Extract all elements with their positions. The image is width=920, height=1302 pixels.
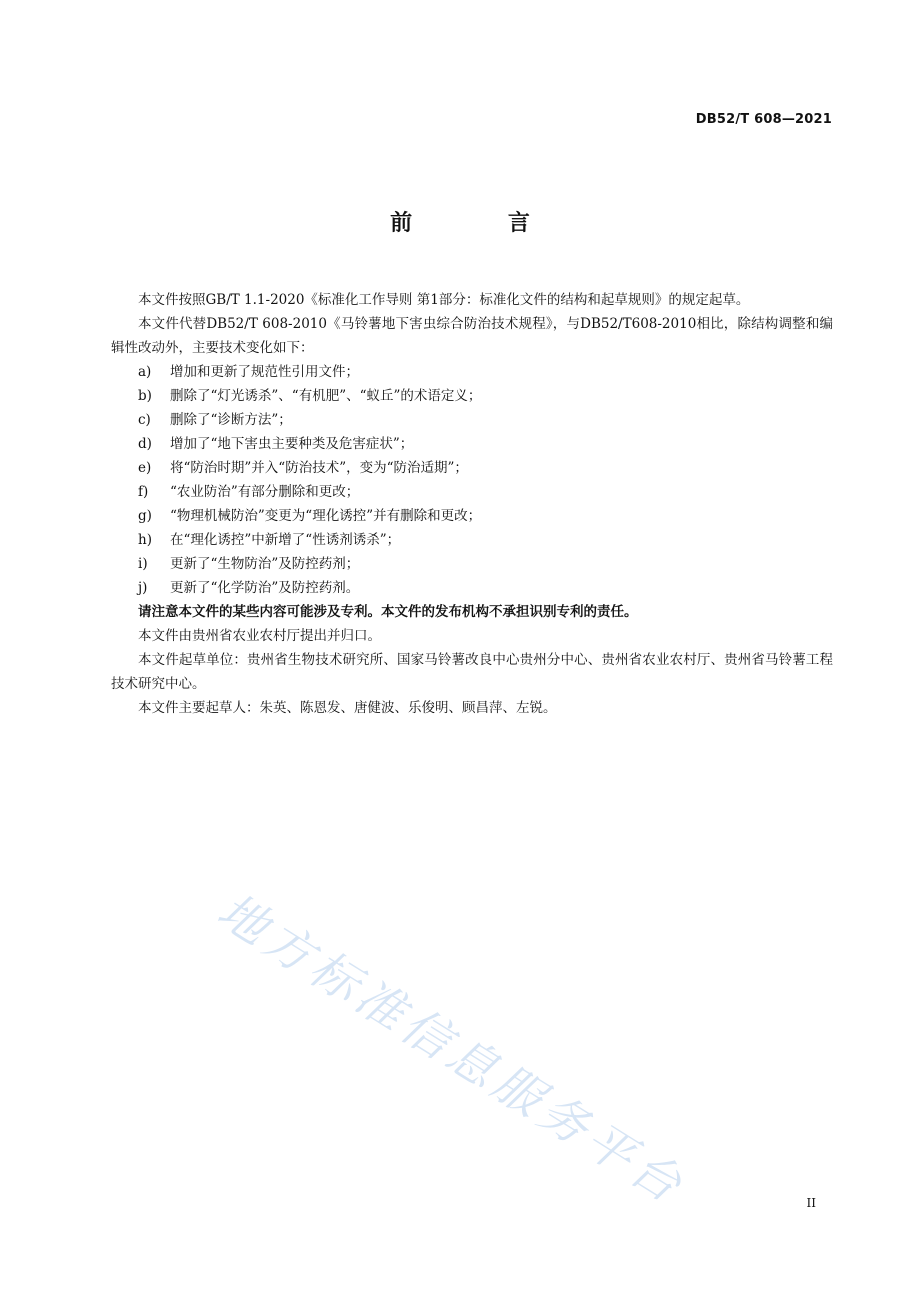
list-item-text: 删除了“诊断方法”； xyxy=(170,412,292,428)
page-number: II xyxy=(806,1196,816,1210)
list-item xyxy=(111,456,833,480)
changes-list xyxy=(111,360,833,600)
list-item-text: 增加了“地下害虫主要种类及危害症状”； xyxy=(170,436,414,452)
list-item-text: 在“理化诱控”中新增了“性诱剂诱杀”； xyxy=(170,532,401,548)
paragraph-drafters: 本文件主要起草人：朱英、陈恩发、唐健波、乐俊明、顾昌萍、左锐。 xyxy=(138,700,557,716)
paragraph-proposer: 本文件由贵州省农业农村厅提出并归口。 xyxy=(138,628,381,644)
patent-notice: 请注意本文件的某些内容可能涉及专利。本文件的发布机构不承担识别专利的责任。 xyxy=(138,604,638,620)
page-title: 前 言 xyxy=(390,211,574,236)
list-item xyxy=(111,384,833,408)
list-item-label: g) xyxy=(138,508,152,524)
list-item-text: 删除了“灯光诱杀”、“有机肥”、“蚁丘”的术语定义； xyxy=(170,388,482,404)
list-item-label: a) xyxy=(138,364,152,380)
list-item-text: 将“防治时期”并入“防治技术”，变为“防治适期”； xyxy=(170,460,468,476)
list-item xyxy=(111,576,833,600)
list-item-label: b) xyxy=(138,388,152,404)
list-item xyxy=(111,552,833,576)
list-item-label: d) xyxy=(138,436,152,452)
list-item xyxy=(111,360,833,384)
list-item xyxy=(111,480,833,504)
list-item xyxy=(111,408,833,432)
list-item-label: h) xyxy=(138,532,152,548)
list-item-label: f) xyxy=(138,484,149,500)
list-item-label: j) xyxy=(138,580,148,596)
list-item-text: “农业防治”有部分删除和更改； xyxy=(170,484,360,500)
watermark: 地方标准信息服务平台 xyxy=(207,882,696,1217)
foreword-body xyxy=(111,288,833,720)
list-item-label: e) xyxy=(138,460,152,476)
document-code: DB52/T 608—2021 xyxy=(695,112,832,127)
list-item-text: 更新了“化学防治”及防控药剂。 xyxy=(170,580,360,596)
paragraph-standard-basis: 本文件按照GB/T 1.1-2020《标准化工作导则 第1部分：标准化文件的结构和起草规则》的规定起草。 xyxy=(138,292,750,308)
list-item-text: “物理机械防治”变更为“理化诱控”并有删除和更改； xyxy=(170,508,482,524)
list-item xyxy=(111,528,833,552)
paragraph-replacement: 本文件代替DB52/T 608-2010《马铃薯地下害虫综合防治技术规程》，与DB52/T608-2010相比，除结构调整和编辑性改动外，主要技术变化如下： xyxy=(111,316,833,356)
list-item-text: 增加和更新了规范性引用文件； xyxy=(170,364,359,380)
list-item-label: c) xyxy=(138,412,151,428)
paragraph-drafting-units: 本文件起草单位：贵州省生物技术研究所、国家马铃薯改良中心贵州分中心、贵州省农业农村厅、贵州省马铃薯工程技术研究中心。 xyxy=(111,652,833,692)
list-item xyxy=(111,504,833,528)
list-item-text: 更新了“生物防治”及防控药剂； xyxy=(170,556,360,572)
list-item-label: i) xyxy=(138,556,148,572)
list-item xyxy=(111,432,833,456)
